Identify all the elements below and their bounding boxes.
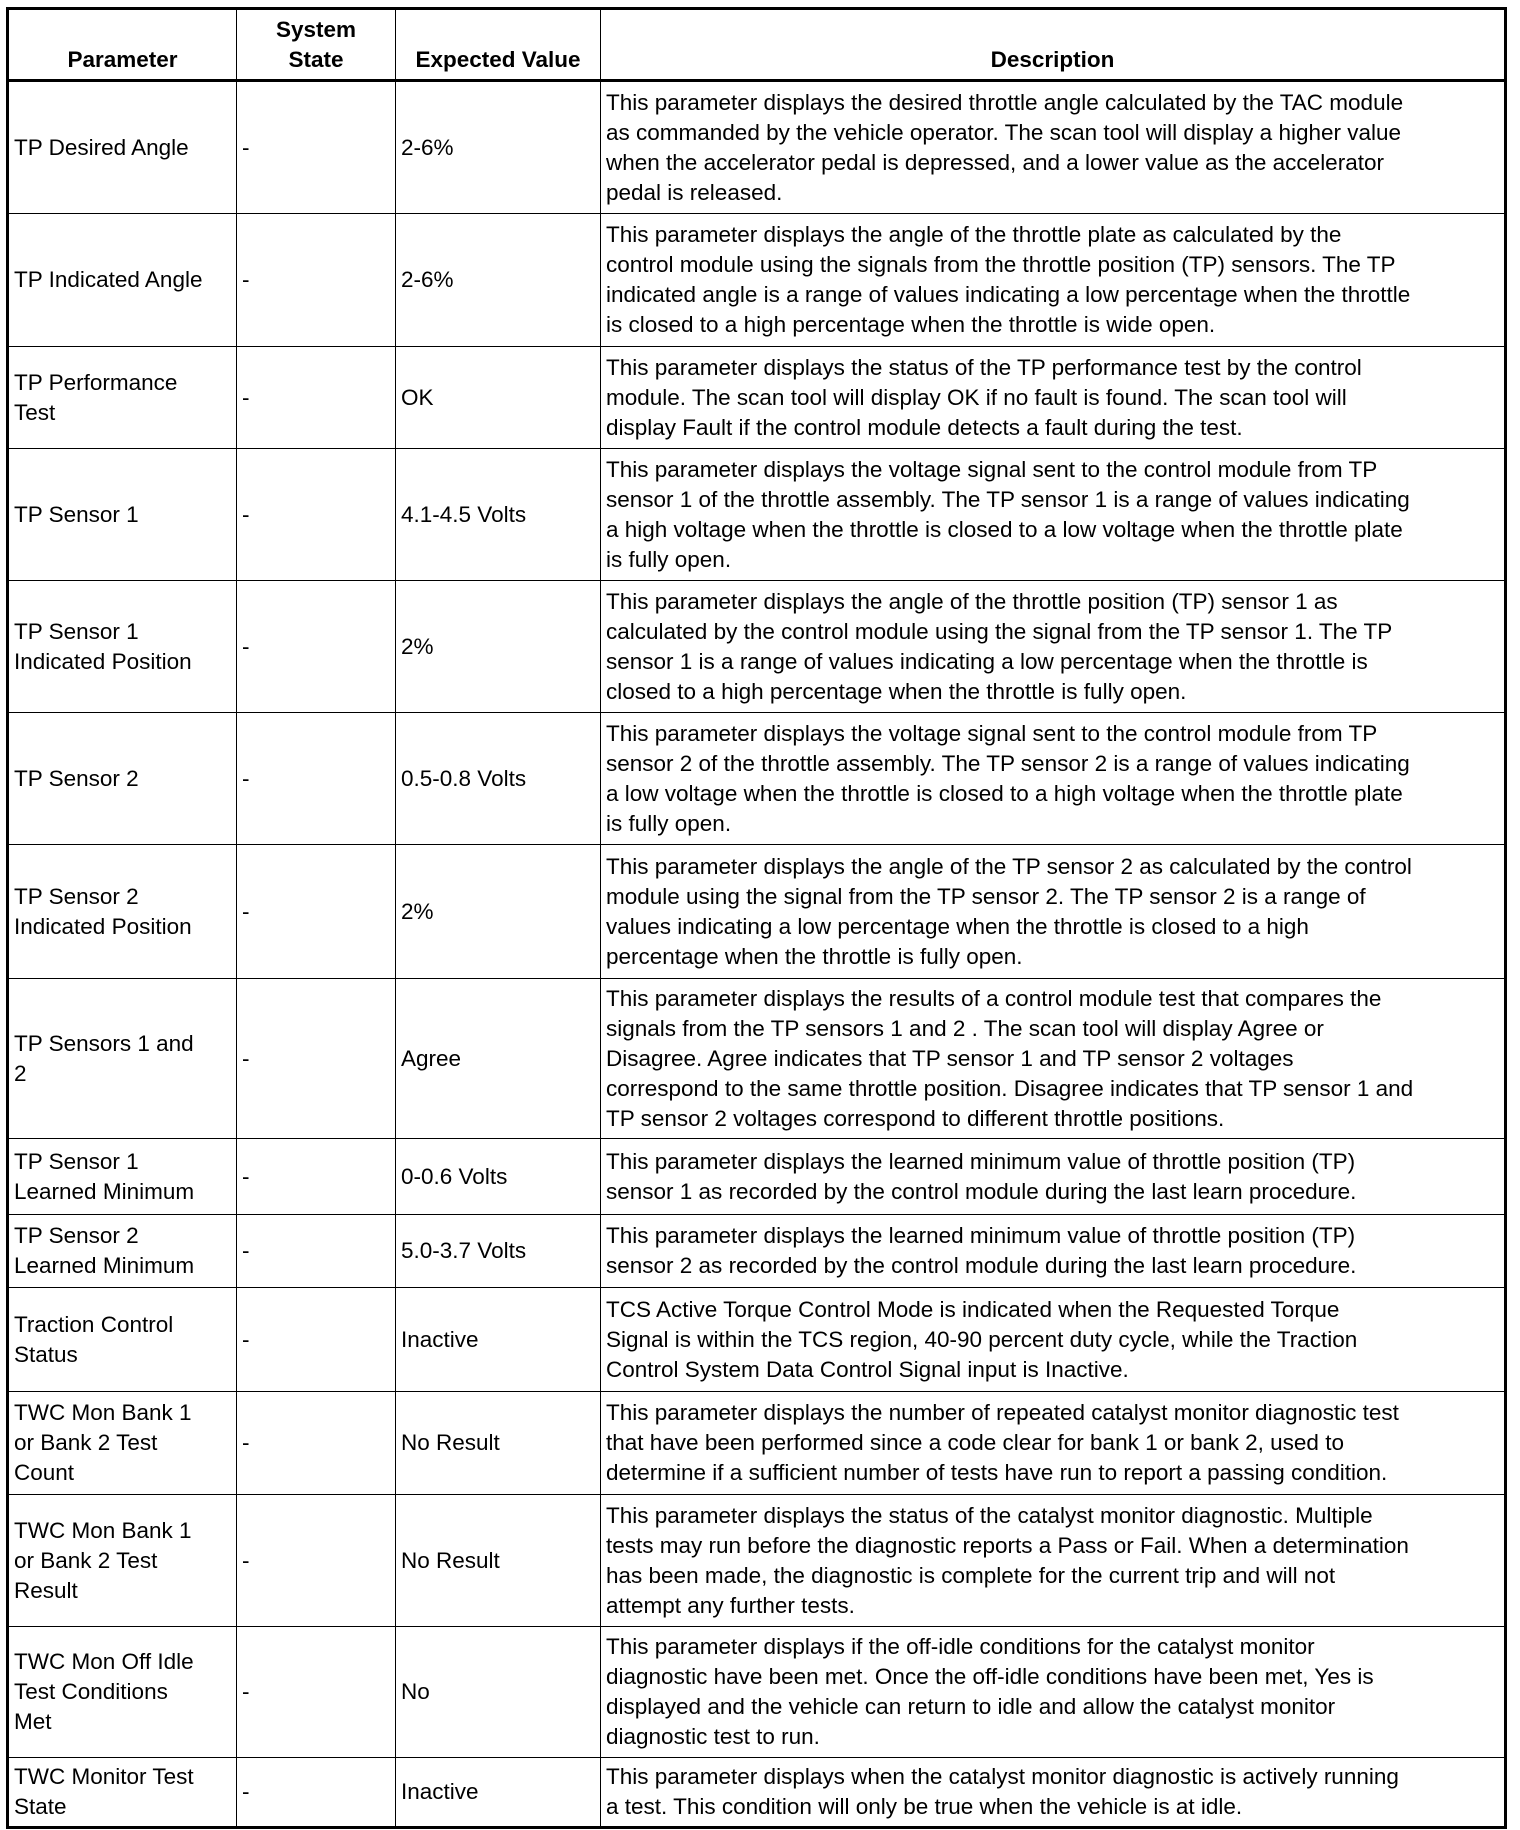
parameter-cell-line: TP Sensors 1 and	[14, 1030, 194, 1056]
description-cell-line: determine if a sufficient number of tests have run to report a passing condition.	[606, 1460, 1388, 1485]
description-cell-line: a test. This condition will only be true when the vehicle is at idle.	[606, 1794, 1243, 1819]
description-cell	[601, 713, 1506, 845]
parameter-cell-line: TP Sensor 1	[14, 501, 139, 527]
expected-value-cell: 5.0-3.7 Volts	[396, 1215, 601, 1288]
description-cell-line: when the accelerator pedal is depressed, and a lower value as the accelerator	[606, 149, 1384, 175]
description-cell-line: tests may run before the diagnostic reports a Pass or Fail. When a determination	[606, 1532, 1409, 1558]
parameter-cell	[8, 1139, 237, 1215]
description-cell	[601, 581, 1506, 713]
parameter-cell-line: Traction Control	[14, 1311, 174, 1337]
parameter-cell-line: Indicated Position	[14, 648, 192, 674]
description-cell-line: percentage when the throttle is fully open.	[606, 943, 1023, 969]
table-row	[8, 1627, 1506, 1758]
parameter-table	[6, 7, 1507, 1829]
system-state-cell: -	[237, 1215, 396, 1288]
description-cell-line: module using the signal from the TP sensor 2. The TP sensor 2 is a range of	[606, 883, 1366, 909]
description-cell-line: values indicating a low percentage when the throttle is closed to a high	[606, 913, 1309, 939]
description-cell-line: control module using the signals from the throttle position (TP) sensors. The TP	[606, 252, 1396, 277]
table-row	[8, 845, 1506, 979]
description-cell-line: sensor 2 of the throttle assembly. The TP sensor 2 is a range of values indicating	[606, 750, 1410, 776]
parameter-cell-line: Result	[14, 1577, 78, 1603]
expected-value-cell: 2-6%	[396, 214, 601, 347]
description-cell-line: Signal is within the TCS region, 40-90 percent duty cycle, while the Traction	[606, 1326, 1358, 1352]
expected-value-cell: 2-6%	[396, 81, 601, 214]
expected-value-cell: 2%	[396, 845, 601, 979]
description-cell-line: as commanded by the vehicle operator. The scan tool will display a higher value	[606, 119, 1402, 145]
description-cell-line: sensor 1 as recorded by the control module during the last learn procedure.	[606, 1178, 1357, 1204]
description-cell-line: sensor 1 of the throttle assembly. The TP sensor 1 is a range of values indicating	[606, 486, 1410, 512]
parameter-cell	[8, 1495, 237, 1627]
parameter-cell	[8, 979, 237, 1139]
parameter-cell-line: Indicated Position	[14, 913, 192, 939]
table-row	[8, 1758, 1506, 1828]
header-expected-value: Expected Value	[396, 9, 601, 81]
table-row	[8, 1139, 1506, 1215]
description-cell	[601, 1215, 1506, 1288]
description-cell	[601, 449, 1506, 581]
parameter-cell-line: 2	[14, 1060, 27, 1086]
description-cell-line: This parameter displays the angle of the throttle position (TP) sensor 1 as	[606, 588, 1338, 614]
table-row	[8, 1215, 1506, 1288]
expected-value-cell: 0.5-0.8 Volts	[396, 713, 601, 845]
parameter-cell-line: TP Desired Angle	[14, 134, 189, 160]
table-row	[8, 1495, 1506, 1627]
header-description: Description	[601, 9, 1506, 81]
system-state-cell: -	[237, 1758, 396, 1828]
description-cell-line: This parameter displays the voltage signal sent to the control module from TP	[606, 720, 1378, 746]
header-row	[8, 9, 1506, 81]
description-cell-line: TP sensor 2 voltages correspond to different throttle positions.	[606, 1105, 1225, 1131]
description-cell-line: is fully open.	[606, 810, 732, 836]
description-cell-line: TCS Active Torque Control Mode is indicated when the Requested Torque	[606, 1296, 1340, 1322]
system-state-cell: -	[237, 81, 396, 214]
table-row	[8, 1392, 1506, 1495]
expected-value-cell: Inactive	[396, 1288, 601, 1392]
system-state-cell: -	[237, 214, 396, 347]
description-cell-line: sensor 2 as recorded by the control module during the last learn procedure.	[606, 1253, 1357, 1278]
parameter-cell-line: Test Conditions	[14, 1679, 168, 1704]
description-cell-line: diagnostic have been met. Once the off-idle conditions have been met, Yes is	[606, 1664, 1374, 1689]
description-cell-line: signals from the TP sensors 1 and 2 . The scan tool will display Agree or	[606, 1015, 1324, 1041]
description-cell-line: is closed to a high percentage when the throttle is wide open.	[606, 312, 1216, 337]
parameter-cell-line: TWC Mon Off Idle	[14, 1649, 194, 1674]
description-cell	[601, 1392, 1506, 1495]
expected-value-cell: No Result	[396, 1392, 601, 1495]
parameter-cell-line: TP Sensor 1	[14, 618, 139, 644]
parameter-cell-line: Count	[14, 1460, 75, 1485]
description-cell-line: This parameter displays the status of the catalyst monitor diagnostic. Multiple	[606, 1502, 1373, 1528]
description-cell-line: This parameter displays the voltage signal sent to the control module from TP	[606, 456, 1378, 482]
parameter-cell	[8, 581, 237, 713]
expected-value-cell: 4.1-4.5 Volts	[396, 449, 601, 581]
parameter-cell-line: TP Indicated Angle	[14, 267, 203, 292]
description-cell-line: This parameter displays the number of repeated catalyst monitor diagnostic test	[606, 1400, 1399, 1425]
description-cell-line: This parameter displays the learned minimum value of throttle position (TP)	[606, 1148, 1356, 1174]
parameter-cell	[8, 1627, 237, 1758]
table-row	[8, 214, 1506, 347]
header-system-state: System State	[237, 9, 396, 81]
description-cell-line: displayed and the vehicle can return to idle and allow the catalyst monitor	[606, 1694, 1336, 1719]
description-cell-line: sensor 1 is a range of values indicating a low percentage when the throttle is	[606, 648, 1368, 674]
expected-value-cell: Agree	[396, 979, 601, 1139]
parameter-cell-line: TP Sensor 2	[14, 765, 139, 791]
description-cell-line: This parameter displays if the off-idle conditions for the catalyst monitor	[606, 1634, 1315, 1659]
table-row	[8, 979, 1506, 1139]
description-cell-line: This parameter displays the desired throttle angle calculated by the TAC module	[606, 89, 1404, 115]
expected-value-cell: No Result	[396, 1495, 601, 1627]
parameter-cell-line: TP Sensor 1	[14, 1148, 139, 1174]
parameter-cell	[8, 713, 237, 845]
system-state-cell: -	[237, 713, 396, 845]
description-cell-line: This parameter displays the learned minimum value of throttle position (TP)	[606, 1223, 1356, 1248]
parameter-cell-line: Learned Minimum	[14, 1178, 195, 1204]
description-cell-line: calculated by the control module using the signal from the TP sensor 1. The TP	[606, 618, 1393, 644]
description-cell-line: closed to a high percentage when the throttle is fully open.	[606, 678, 1187, 704]
expected-value-cell: OK	[396, 347, 601, 449]
parameter-cell-line: TWC Mon Bank 1	[14, 1517, 192, 1543]
table-row	[8, 713, 1506, 845]
description-cell-line: indicated angle is a range of values indicating a low percentage when the throttle	[606, 282, 1411, 307]
description-cell-line: that have been performed since a code clear for bank 1 or bank 2, used to	[606, 1430, 1344, 1455]
table-row	[8, 1288, 1506, 1392]
description-cell	[601, 845, 1506, 979]
description-cell	[601, 1758, 1506, 1828]
parameter-cell	[8, 1288, 237, 1392]
description-cell	[601, 347, 1506, 449]
expected-value-cell: 2%	[396, 581, 601, 713]
description-cell-line: Control System Data Control Signal input is Inactive.	[606, 1356, 1129, 1382]
parameter-cell-line: TWC Mon Bank 1	[14, 1400, 192, 1425]
parameter-cell-line: or Bank 2 Test	[14, 1430, 158, 1455]
description-cell-line: a high voltage when the throttle is closed to a low voltage when the throttle plate	[606, 516, 1403, 542]
expected-value-cell: 0-0.6 Volts	[396, 1139, 601, 1215]
description-cell-line: This parameter displays the status of the TP performance test by the control	[606, 354, 1362, 380]
parameter-cell	[8, 449, 237, 581]
description-cell	[601, 1627, 1506, 1758]
table-row	[8, 449, 1506, 581]
description-cell	[601, 1495, 1506, 1627]
parameter-cell-line: TP Sensor 2	[14, 883, 139, 909]
expected-value-cell: Inactive	[396, 1758, 601, 1828]
table-row	[8, 347, 1506, 449]
description-cell	[601, 214, 1506, 347]
table-row	[8, 581, 1506, 713]
description-cell-line: This parameter displays when the catalyst monitor diagnostic is actively running	[606, 1764, 1399, 1789]
description-cell-line: This parameter displays the angle of the TP sensor 2 as calculated by the control	[606, 853, 1412, 879]
parameter-cell	[8, 347, 237, 449]
system-state-cell: -	[237, 1139, 396, 1215]
parameter-cell	[8, 845, 237, 979]
table-row	[8, 81, 1506, 214]
description-cell	[601, 1288, 1506, 1392]
parameter-cell-line: TWC Monitor Test	[14, 1764, 194, 1789]
parameter-cell-line: or Bank 2 Test	[14, 1547, 158, 1573]
description-cell	[601, 1139, 1506, 1215]
parameter-cell	[8, 214, 237, 347]
parameter-cell	[8, 81, 237, 214]
parameter-cell-line: TP Performance	[14, 369, 178, 395]
description-cell	[601, 979, 1506, 1139]
parameter-cell-line: Test	[14, 399, 56, 425]
description-cell	[601, 81, 1506, 214]
description-cell-line: This parameter displays the angle of the throttle plate as calculated by the	[606, 222, 1342, 247]
parameter-cell	[8, 1215, 237, 1288]
description-cell-line: This parameter displays the results of a control module test that compares the	[606, 985, 1382, 1011]
parameter-cell-line: Met	[14, 1709, 52, 1734]
system-state-cell: -	[237, 347, 396, 449]
system-state-cell: -	[237, 979, 396, 1139]
header-parameter: Parameter	[8, 9, 237, 81]
description-cell-line: diagnostic test to run.	[606, 1724, 820, 1749]
description-cell-line: has been made, the diagnostic is complete for the current trip and will not	[606, 1562, 1336, 1588]
parameter-cell	[8, 1758, 237, 1828]
parameter-cell	[8, 1392, 237, 1495]
description-cell-line: attempt any further tests.	[606, 1592, 855, 1618]
system-state-cell: -	[237, 1288, 396, 1392]
system-state-cell: -	[237, 1627, 396, 1758]
description-cell-line: is fully open.	[606, 546, 732, 572]
parameter-cell-line: Status	[14, 1341, 78, 1367]
parameter-cell-line: Learned Minimum	[14, 1253, 195, 1278]
description-cell-line: correspond to the same throttle position. Disagree indicates that TP sensor 1 and	[606, 1075, 1414, 1101]
parameter-cell-line: State	[14, 1794, 67, 1819]
description-cell-line: pedal is released.	[606, 179, 783, 205]
system-state-cell: -	[237, 449, 396, 581]
description-cell-line: display Fault if the control module detects a fault during the test.	[606, 414, 1243, 440]
description-cell-line: Disagree. Agree indicates that TP sensor 1 and TP sensor 2 voltages	[606, 1045, 1294, 1071]
description-cell-line: a low voltage when the throttle is closed to a high voltage when the throttle plate	[606, 780, 1403, 806]
system-state-cell: -	[237, 1392, 396, 1495]
description-cell-line: module. The scan tool will display OK if no fault is found. The scan tool will	[606, 384, 1347, 410]
expected-value-cell: No	[396, 1627, 601, 1758]
parameter-cell-line: TP Sensor 2	[14, 1223, 139, 1248]
system-state-cell: -	[237, 845, 396, 979]
system-state-cell: -	[237, 581, 396, 713]
system-state-cell: -	[237, 1495, 396, 1627]
